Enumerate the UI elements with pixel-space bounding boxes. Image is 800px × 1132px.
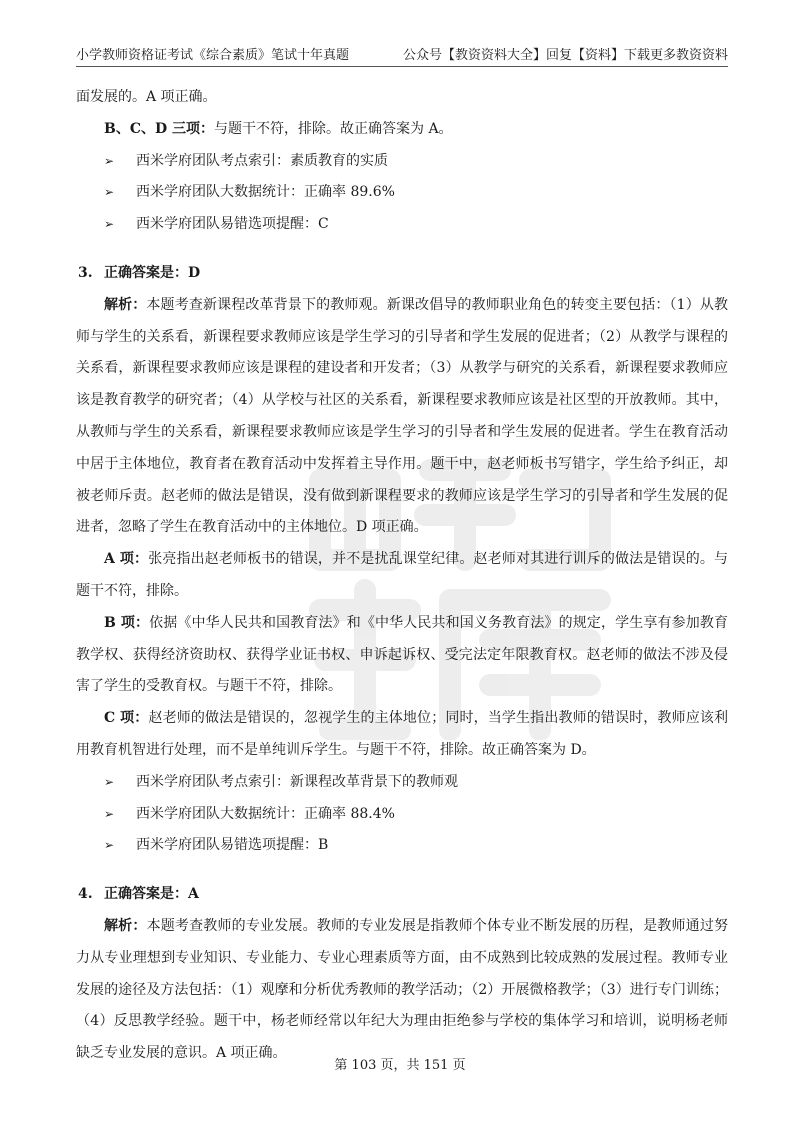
arrow-bullet-icon: ➢ xyxy=(104,806,115,821)
answer-text: 正确答案是：A xyxy=(104,886,199,903)
list-item: ➢ 西米学府团队易错选项提醒：B xyxy=(76,830,728,862)
question-number: 4. xyxy=(78,886,93,903)
question-4-answer xyxy=(76,879,728,911)
bcd-label: B、C、D 三项： xyxy=(104,120,214,137)
list-item: ➢ 西米学府团队考点索引：新课程改革背景下的教师观 xyxy=(76,767,728,799)
bcd-option-note xyxy=(76,114,728,146)
list-item: ➢ 西米学府团队大数据统计：正确率 89.6% xyxy=(76,177,728,209)
answer-text: 正确答案是：D xyxy=(104,264,201,281)
page-content xyxy=(76,82,728,1070)
page-number: 第 103 页，共 151 页 xyxy=(334,1058,466,1073)
arrow-bullet-icon: ➢ xyxy=(104,153,115,168)
q3-analysis: 解析：本题考查新课程改革背景下的教师观。新课改倡导的教师职业角色的转变主要包括：（1）从教师与学生的关系看，新课程要求教师应该是学生学习的引导者和学生发展的促进者；（2）从教学与课程的关系看，新课程要求教师应该是课程的建设者和开发者；（3）从教学与研究的关系看，新课程要求教师应该是教育教学的研究者；（4）从学校与社区的关系看，新课程要求教师应该是社区型的开放教师。其中，从教师与学生的关系看，新课程要求教师应该是学生学习的引导者和学生发展的促进者。学生在教育活动中居于主体地位，教育者在教育活动中发挥着主导作用。题干中，赵老师板书写错字，学生给予纠正，却被老师斥责。赵老师的做法是错误，没有做到新课程要求的教师应该是学生学习的引导者和学生发展的促进者，忽略了学生在教育活动中的主体地位。D 项正确。 xyxy=(76,296,729,536)
question-number: 3. xyxy=(78,264,93,281)
header-rule xyxy=(76,66,728,67)
header-title: 小学教师资格证考试《综合素质》笔试十年真题 xyxy=(76,48,350,63)
header-promo: 公众号【教资资料大全】回复【资料】下载更多教资资料 xyxy=(402,48,728,63)
question-3-answer xyxy=(76,258,728,290)
list-item: ➢ 西米学府团队易错选项提醒：C xyxy=(76,209,728,241)
q4-analysis: 解析：本题考查教师的专业发展。教师的专业发展是指教师个体专业不断发展的历程，是教师通过努力从专业理想到专业知识、专业能力、专业心理素质等方面，由不成熟到比较成熟的发展过程。教师专业发展的途径及方法包括：（1）观摩和分析优秀教师的教学活动；（2）开展微格教学；（3）进行专门训练；（4）反思教学经验。题干中，杨老师经常以年纪大为理由拒绝参与学校的集体学习和培训，说明杨老师缺乏专业发展的意识。A 项正确。 xyxy=(76,917,729,1062)
q3-option-a: A 项：张亮指出赵老师板书的错误，并不是扰乱课堂纪律。赵老师对其进行训斥的做法是错误的。与题干不符，排除。 xyxy=(76,551,728,599)
page-header xyxy=(76,44,728,67)
bcd-text: 与题干不符，排除。故正确答案为 A。 xyxy=(214,120,453,137)
list-item: ➢ 西米学府团队考点索引：素质教育的实质 xyxy=(76,146,728,178)
q3-option-c: C 项：赵老师的做法是错误的，忽视学生的主体地位；同时，当学生指出教师的错误时，教师应该利用教育机智进行处理，而不是单纯训斥学生。与题干不符，排除。故正确答案为 D。 xyxy=(76,710,728,758)
list-item: ➢ 西米学府团队大数据统计：正确率 88.4% xyxy=(76,799,728,831)
arrow-bullet-icon: ➢ xyxy=(104,774,115,789)
q3-option-b: B 项：依据《中华人民共和国教育法》和《中华人民共和国义务教育法》的规定，学生享有参加教育教学权、获得经济资助权、获得学业证书权、申诉起诉权、受完法定年限教育权。赵老师的做法不涉及侵害了学生的受教育权。与题干不符，排除。 xyxy=(76,614,728,695)
arrow-bullet-icon: ➢ xyxy=(104,838,115,853)
arrow-bullet-icon: ➢ xyxy=(104,185,115,200)
continuation-text: 面发展的。A 项正确。 xyxy=(76,89,217,105)
arrow-bullet-icon: ➢ xyxy=(104,217,115,232)
